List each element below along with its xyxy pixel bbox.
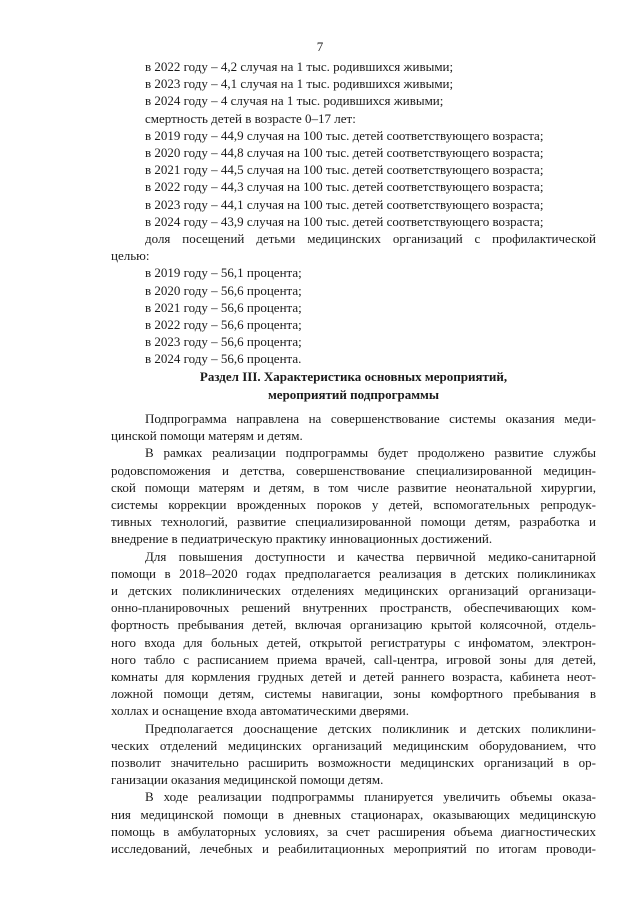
paragraph-line: родовспоможения и детства, совершенствование специализированной медицин- <box>111 462 596 478</box>
paragraph-line: ного входа для больных детей, открытой регистратуры с инфоматом, электрон- <box>111 634 596 650</box>
list-item: в 2023 году – 56,6 процента; <box>145 334 302 350</box>
paragraph <box>111 410 596 444</box>
paragraph-line: В ходе реализации подпрограммы планируется увеличить объемы оказа- <box>145 789 596 805</box>
paragraph-line: помощи в 2018–2020 годах предполагается реализация в детских поликлиниках <box>111 565 596 581</box>
list-item: в 2020 году – 44,8 случая на 100 тыс. детей соответствующего возраста; <box>145 145 544 161</box>
paragraph <box>111 548 596 720</box>
list-item: в 2022 году – 44,3 случая на 100 тыс. детей соответствующего возраста; <box>145 179 544 195</box>
list-item: в 2022 году – 4,2 случая на 1 тыс. родившихся живыми; <box>145 59 454 74</box>
share-intro-continuation: целью: <box>111 248 150 264</box>
paragraph-line: ложной помощи детям, системы навигации, зоны комфортного пребывания в <box>111 686 596 702</box>
paragraph-line: ческих отделений медицинских организаций медицинским оборудованием, что <box>111 737 596 753</box>
paragraph-line: ганизации оказания медицинской помощи детям. <box>111 772 384 788</box>
list-item: в 2024 году – 4 случая на 1 тыс. родившихся живыми; <box>145 93 444 109</box>
list-item: в 2020 году – 56,6 процента; <box>145 282 302 298</box>
paragraph-line: внедрение в педиатрическую практику инновационных достижений. <box>111 531 493 547</box>
paragraph-line: Для повышения доступности и качества первичной медико-санитарной <box>145 548 596 564</box>
section-heading <box>111 368 596 403</box>
list-item: в 2019 году – 56,1 процента; <box>145 265 302 281</box>
list-item: в 2021 году – 56,6 процента; <box>145 299 302 315</box>
paragraph-line: позволит значительно расширить возможности медицинских организаций в ор- <box>111 755 596 771</box>
section-heading-line: Раздел III. Характеристика основных мероприятий, <box>199 369 508 384</box>
list-item: в 2021 году – 44,5 случая на 100 тыс. детей соответствующего возраста; <box>145 162 544 178</box>
section-heading-line: мероприятий подпрограммы <box>267 386 440 402</box>
list-item: в 2022 году – 56,6 процента; <box>145 317 302 333</box>
paragraph-line: системы коррекции врожденных пороков у детей, вспомогательных репродук- <box>111 497 596 513</box>
paragraph-line: тивных технологий, развитие специализированной помощи детям, разработка и <box>111 514 596 530</box>
section-body <box>111 410 596 857</box>
paragraph-line: цинской помощи матерям и детям. <box>111 428 303 444</box>
paragraph <box>111 444 596 547</box>
paragraph-line: комнаты для кормления грудных детей и детей раннего возраста, кабинета неот- <box>111 669 596 685</box>
paragraph-line: онно-планировочных решений внутренних пространств, обеспечивающих ком- <box>111 600 596 616</box>
list-item: в 2024 году – 43,9 случая на 100 тыс. детей соответствующего возраста; <box>145 213 544 229</box>
paragraph-line: Подпрограмма направлена на совершенствование системы оказания меди- <box>145 411 596 426</box>
paragraph-line: помощь в амбулаторных условиях, за счет расширения объема диагностических <box>111 823 596 839</box>
share-intro-line: доля посещений детьми медицинских организаций с профилактической <box>145 231 596 247</box>
paragraph-line: и детских поликлинических отделениях медицинских организаций организаци- <box>111 583 596 599</box>
paragraph-line: холлах и оснащение входа автоматическими дверями. <box>111 703 409 719</box>
paragraph <box>111 788 596 857</box>
list-item: смертность детей в возрасте 0–17 лет: <box>145 110 356 126</box>
list-item: в 2023 году – 44,1 случая на 100 тыс. детей соответствующего возраста; <box>145 196 544 212</box>
paragraph-line: ния медицинской помощи в дневных стационарах, оказывающих медицинскую <box>111 806 596 822</box>
list-item: в 2024 году – 56,6 процента. <box>145 351 302 367</box>
list-item: в 2019 году – 44,9 случая на 100 тыс. детей соответствующего возраста; <box>145 127 544 143</box>
list-item: в 2023 году – 4,1 случая на 1 тыс. родившихся живыми; <box>145 76 454 92</box>
indicator-list <box>111 58 596 368</box>
paragraph <box>111 720 596 789</box>
paragraph-line: фортность пребывания детей, включая организацию крытой колясочной, отдель- <box>111 617 596 633</box>
paragraph-line: В рамках реализации подпрограммы будет продолжено развитие службы <box>145 445 596 461</box>
paragraph-line: ного табло с расписанием приема врачей, call-центра, игровой зоны для детей, <box>111 651 596 667</box>
paragraph-line: Предполагается дооснащение детских поликлиник и детских поликлини- <box>145 720 596 736</box>
paragraph-line: ской помощи матерям и детям, в том числе развитие неонатальной хирургии, <box>111 479 596 495</box>
paragraph-line: исследований, лечебных и реабилитационных мероприятий по итогам проводи- <box>111 841 596 857</box>
page-number: 7 <box>316 39 324 54</box>
